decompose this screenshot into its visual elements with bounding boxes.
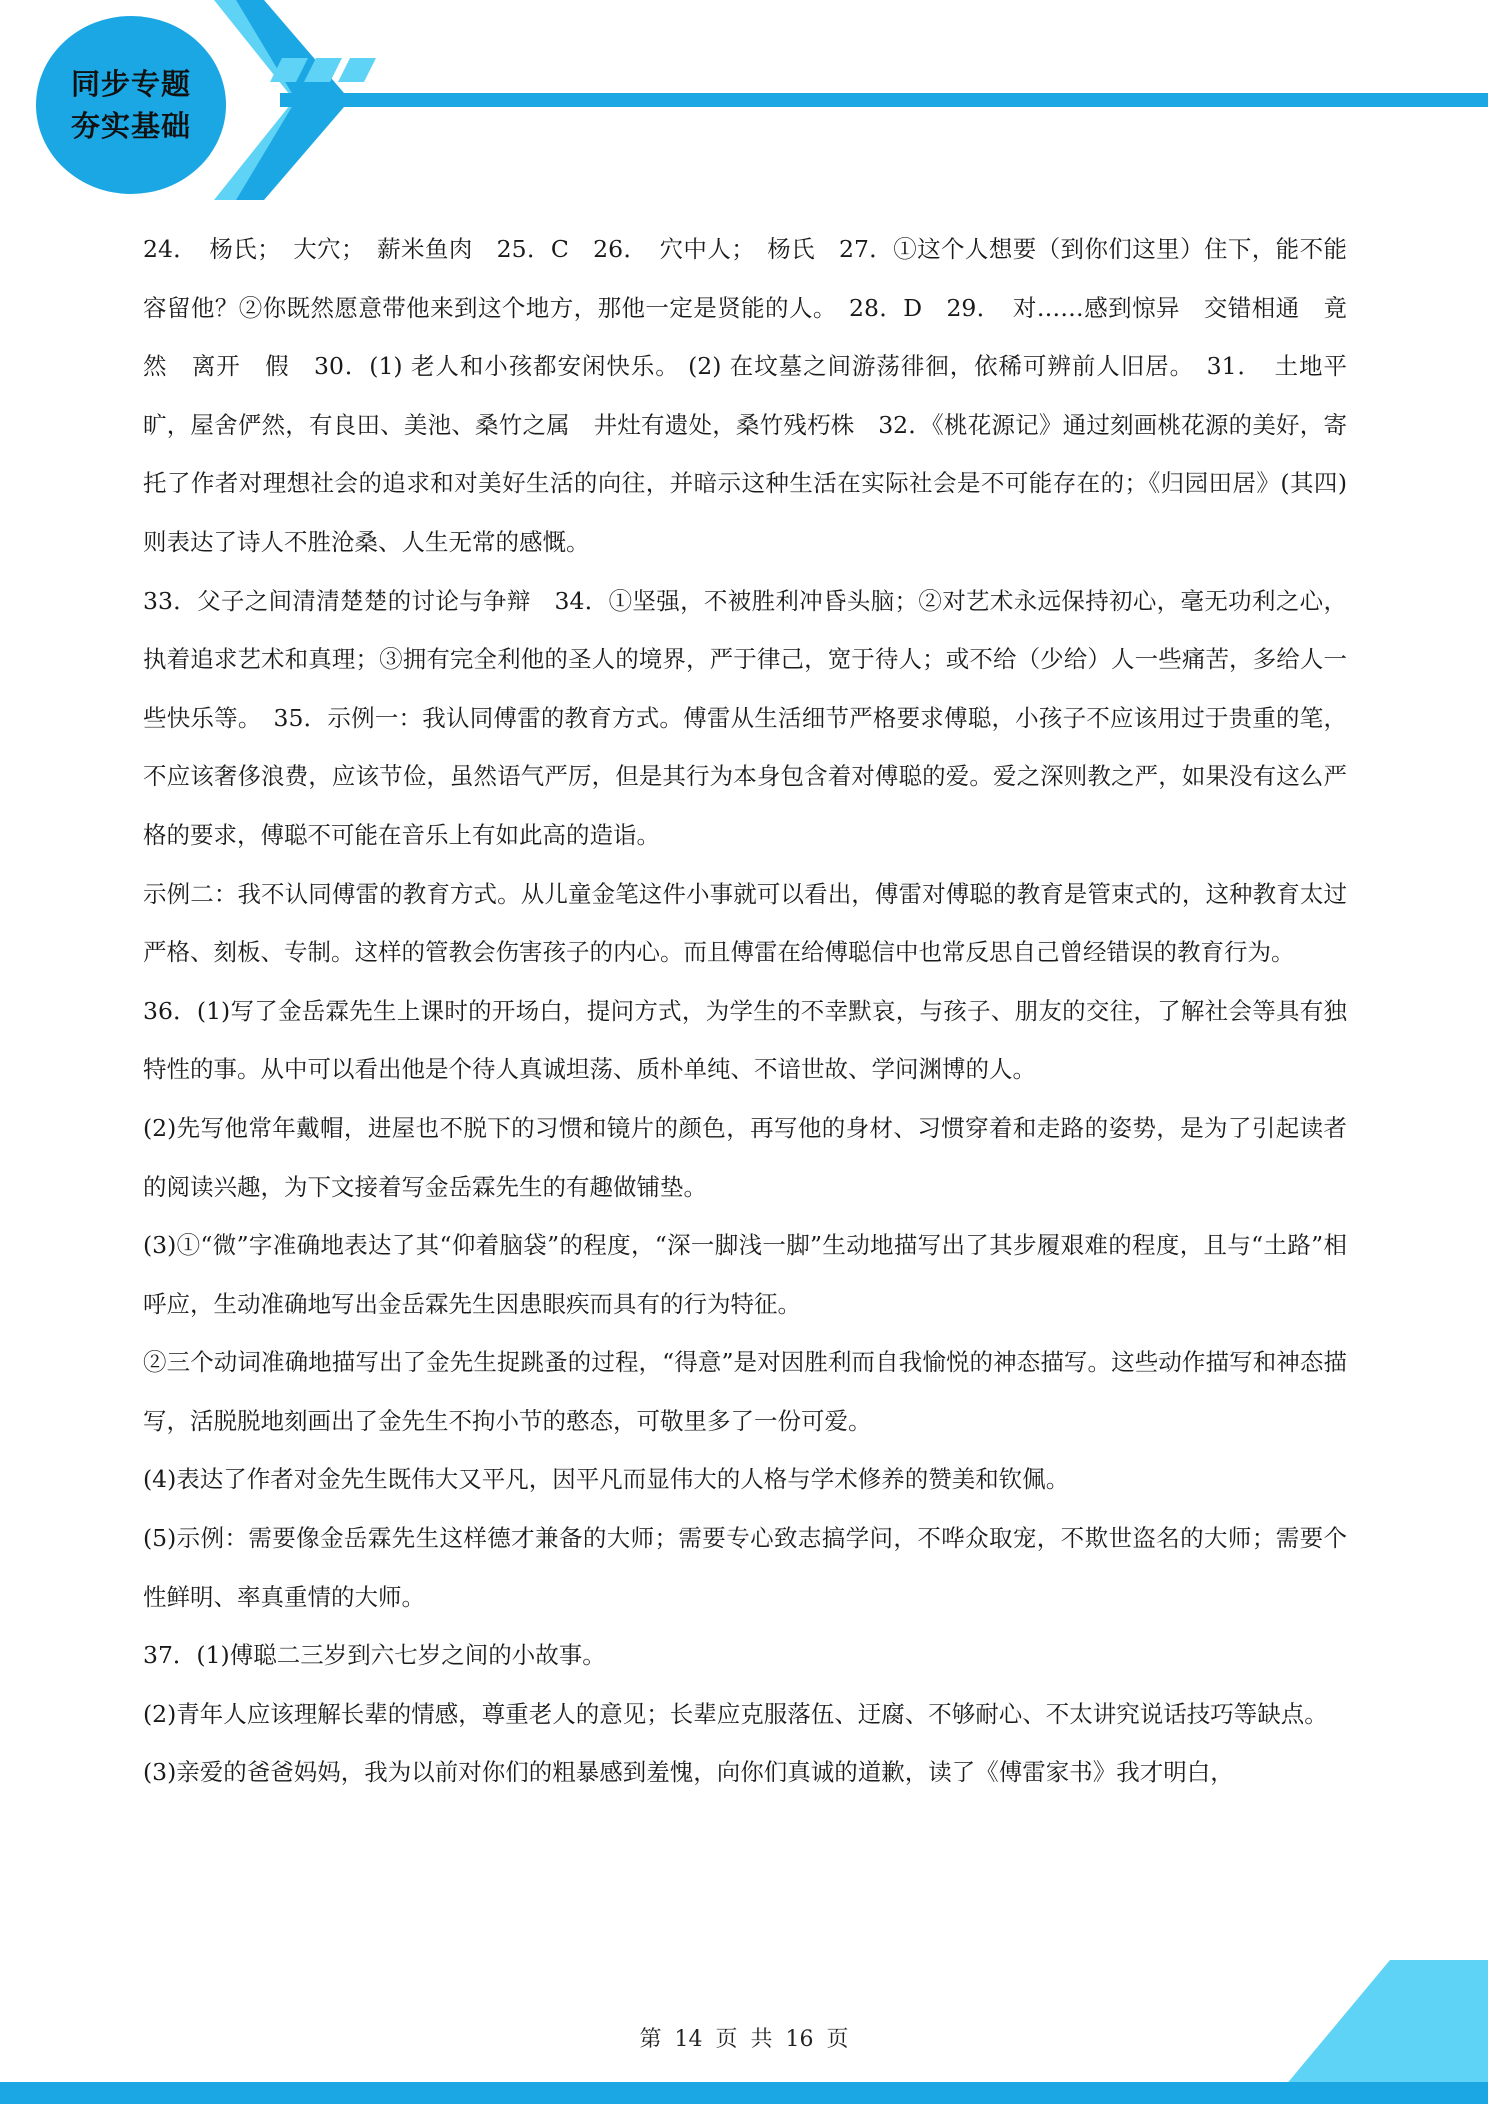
- answer-paragraph: 示例二：我不认同傅雷的教育方式。从儿童金笔这件小事就可以看出，傅雷对傅聪的教育是管束式的，这种教育太过严格、刻板、专制。这样的管教会伤害孩子的内心。而且傅雷在给傅聪信中也常反思自己曾经错误的教育行为。: [143, 879, 1347, 967]
- answer-content: [143, 220, 1347, 1802]
- header-slash-3: [338, 58, 376, 82]
- footer-bar: [0, 2082, 1488, 2104]
- answer-paragraph: (2)青年人应该理解长辈的情感，尊重老人的意见；长辈应克服落伍、迂腐、不够耐心、不太讲究说话技巧等缺点。: [143, 1699, 1328, 1728]
- answer-paragraph: (3)亲爱的爸爸妈妈，我为以前对你们的粗暴感到羞愧，向你们真诚的道歉，读了《傅雷家书》我才明白，: [143, 1758, 1234, 1787]
- answer-paragraph: ②三个动词准确地描写出了金先生捉跳蚤的过程，“得意”是对因胜利而自我愉悦的神态描写。这些动作描写和神态描写，活脱脱地刻画出了金先生不拘小节的憨态，可敬里多了一份可爱。: [143, 1348, 1347, 1435]
- answer-paragraph: 37．(1)傅聪二三岁到六七岁之间的小故事。: [143, 1641, 606, 1670]
- answer-paragraph: (5)示例：需要像金岳霖先生这样德才兼备的大师；需要专心致志搞学问，不哗众取宠，不欺世盗名的大师；需要个性鲜明、率真重情的大师。: [143, 1524, 1347, 1611]
- answer-paragraph: 36．(1)写了金岳霖先生上课时的开场白，提问方式，为学生的不幸默哀，与孩子、朋友的交往，了解社会等具有独特性的事。从中可以看出他是个待人真诚坦荡、质朴单纯、不谙世故、学问渊博的人。: [143, 996, 1347, 1084]
- answer-paragraph: 24． 杨氏； 大穴； 薪米鱼肉 25．C 26． 穴中人； 杨氏 27．①这个人想要（到你们这里）住下，能不能容留他？②你既然愿意带他来到这个地方，那他一定是贤能的人。 28．D 29． 对……感到惊异 交错相通 竟然 离开 假 30．(1) 老人和小孩都安闲快乐。 (2) 在坟墓之间游荡徘徊，依稀可辨前人旧居。 31． 土地平旷，屋舍俨然，有良田、美池、桑竹之属 井灶有遗处，桑竹残朽株 32．《桃花源记》通过刻画桃花源的美好，寄托了作者对理想社会的追求和对美好生活的向往，并暗示这种生活在实际社会是不可能存在的；《归园田居》(其四) 则表达了诗人不胜沧桑、人生无常的感慨。: [143, 235, 1347, 556]
- header-bar: [280, 93, 1488, 107]
- answer-paragraph: (3)①“微”字准确地表达了其“仰着脑袋”的程度，“深一脚浅一脚”生动地描写出了其步履艰难的程度，且与“土路”相呼应，生动准确地写出金岳霖先生因患眼疾而具有的行为特征。: [143, 1231, 1347, 1318]
- answer-paragraph: (2)先写他常年戴帽，进屋也不脱下的习惯和镜片的颜色，再写他的身材、习惯穿着和走路的姿势，是为了引起读者的阅读兴趣，为下文接着写金岳霖先生的有趣做铺垫。: [143, 1113, 1347, 1201]
- badge-subtitle: 夯实基础: [70, 109, 191, 143]
- answer-paragraph: (4)表达了作者对金先生既伟大又平凡，因平凡而显伟大的人格与学术修养的赞美和钦佩。: [143, 1465, 1070, 1494]
- page-number: 第 14 页 共 16 页: [639, 2027, 849, 2052]
- section-badge: [36, 16, 226, 194]
- answer-paragraph: 33．父子之间清清楚楚的讨论与争辩 34．①坚强，不被胜利冲昏头脑；②对艺术永远保持初心，毫无功利之心，执着追求艺术和真理；③拥有完全利他的圣人的境界，严于律己，宽于待人；或不给（少给）人一些痛苦，多给人一些快乐等。 35．示例一：我认同傅雷的教育方式。傅雷从生活细节严格要求傅聪，小孩子不应该用过于贵重的笔，不应该奢侈浪费，应该节俭，虽然语气严厉，但是其行为本身包含着对傅聪的爱。爱之深则教之严，如果没有这么严格的要求，傅聪不可能在音乐上有如此高的造诣。: [143, 586, 1347, 849]
- badge-title: 同步专题: [70, 66, 191, 101]
